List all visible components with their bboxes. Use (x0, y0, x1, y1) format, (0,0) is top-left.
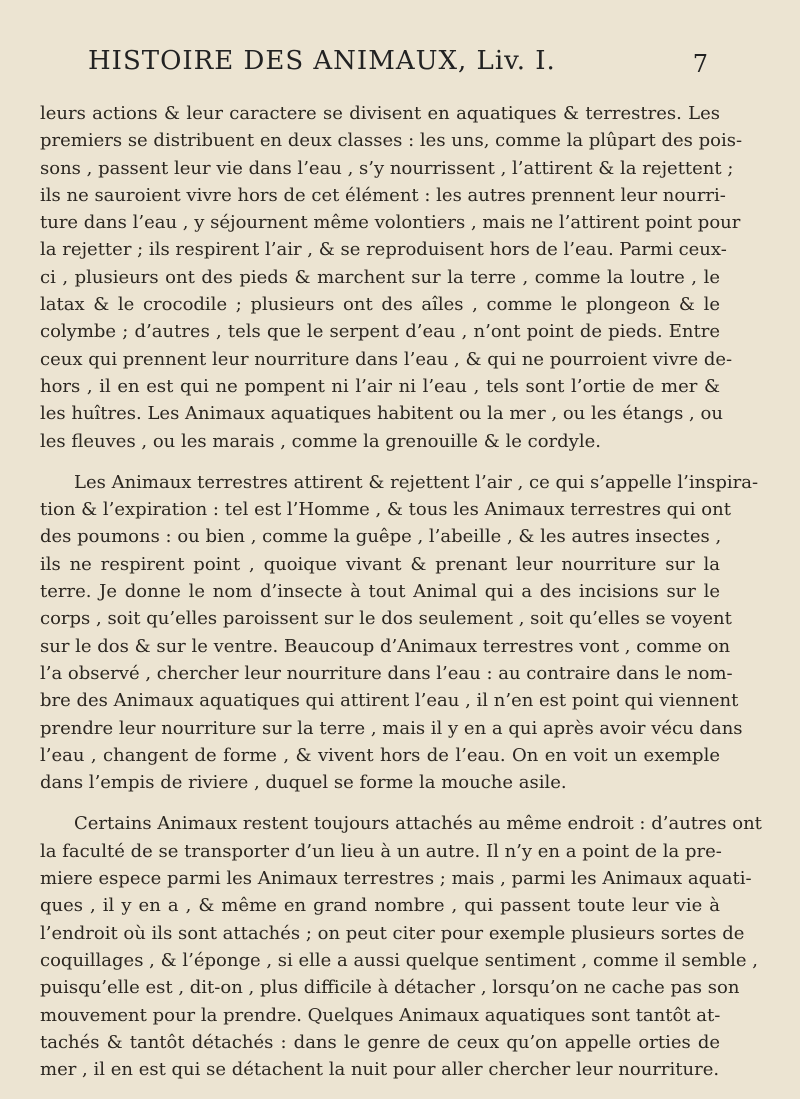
text-line: ques , il y en a , & même en grand nombre , qui passent toute leur vie à (40, 895, 720, 917)
text-line: les huîtres. Les Animaux aquatiques habitent ou la mer , ou les étangs , ou (40, 403, 723, 425)
text-line: corps , soit qu’elles paroissent sur le dos seulement , soit qu’elles se voyent (40, 608, 732, 630)
text-line: coquillages , & l’éponge , si elle a aussi quelque sentiment , comme il semble , (40, 949, 758, 971)
text-line: sons , passent leur vie dans l’eau , s’y nourrissent , l’attirent & la rejettent ; (40, 157, 734, 179)
text-line: ils ne respirent point , quoique vivant & prenant leur nourriture sur la (40, 553, 720, 575)
text-line: mouvement pour la prendre. Quelques Animaux aquatiques sont tantôt at- (40, 1004, 721, 1026)
text-line: la faculté de se transporter d’un lieu à un autre. Il n’y en a point de la pre- (40, 840, 722, 862)
text-line: ture dans l’eau , y séjournent même volontiers , mais ne l’attirent point pour (40, 212, 741, 234)
text-line: tachés & tantôt détachés : dans le genre de ceux qu’on appelle orties de (40, 1031, 720, 1053)
text-line: hors , il en est qui ne pompent ni l’air ni l’eau , tels sont l’ortie de mer & (40, 375, 720, 397)
text-line: des poumons : ou bien , comme la guêpe , l’abeille , & les autres insectes , (40, 526, 722, 548)
text-line: l’eau , changent de forme , & vivent hors de l’eau. On en voit un exemple (40, 744, 720, 766)
text-line: les fleuves , ou les marais , comme la grenouille & le cordyle. (40, 430, 601, 452)
paragraph (40, 469, 759, 797)
page-header (88, 46, 708, 86)
text-line: sur le dos & sur le ventre. Beaucoup d’Animaux terrestres vont , comme on (40, 635, 731, 657)
page-number: 7 (692, 50, 708, 78)
text-line: l’a observé , chercher leur nourriture dans l’eau : au contraire dans le nom- (40, 662, 733, 684)
text-line: bre des Animaux aquatiques qui attirent l’eau , il n’en est point qui viennent (40, 690, 739, 712)
text-line: puisqu’elle est , dit-on , plus difficile à détacher , lorsqu’on ne cache pas son (40, 977, 740, 999)
text-line: miere espece parmi les Animaux terrestres ; mais , parmi les Animaux aquati- (40, 868, 752, 890)
text-line: mer , il en est qui se détachent la nuit pour aller chercher leur nourriture. (40, 1059, 720, 1081)
text-line: premiers se distribuent en deux classes : les uns, comme la plûpart des pois- (40, 130, 743, 152)
body-text (40, 100, 762, 1083)
text-line: colymbe ; d’autres , tels que le serpent d’eau , n’ont point de pieds. Entre (40, 321, 720, 343)
text-line: ceux qui prennent leur nourriture dans l’eau , & qui ne pourroient vivre de- (40, 348, 733, 370)
text-line: ils ne sauroient vivre hors de cet élément : les autres prennent leur nourri- (40, 184, 726, 206)
text-line: prendre leur nourriture sur la terre , mais il y en a qui après avoir vécu dans (40, 717, 743, 739)
running-title: HISTOIRE DES ANIMAUX, Liv. I. (88, 46, 556, 76)
text-line: dans l’empis de riviere , duquel se forme la mouche asile. (40, 772, 567, 794)
text-line: latax & le crocodile ; plusieurs ont des aîles , comme le plongeon & le (40, 294, 720, 316)
text-line: la rejetter ; ils respirent l’air , & se reproduisent hors de l’eau. Parmi ceux- (40, 239, 727, 261)
paragraph (40, 810, 762, 1083)
text-line: ci , plusieurs ont des pieds & marchent sur la terre , comme la loutre , le (40, 266, 720, 288)
text-line: terre. Je donne le nom d’insecte à tout Animal qui a des incisions sur le (40, 581, 720, 603)
paragraph (40, 100, 743, 455)
text-line: l’endroit où ils sont attachés ; on peut citer pour exemple plusieurs sortes de (40, 922, 745, 944)
text-line: Les Animaux terrestres attirent & rejettent l’air , ce qui s’appelle l’inspira- (74, 471, 759, 493)
text-line: Certains Animaux restent toujours attachés au même endroit : d’autres ont (74, 813, 762, 835)
text-line: leurs actions & leur caractere se divisent en aquatiques & terrestres. Les (40, 103, 720, 124)
text-line: tion & l’expiration : tel est l’Homme , & tous les Animaux terrestres qui ont (40, 499, 731, 521)
